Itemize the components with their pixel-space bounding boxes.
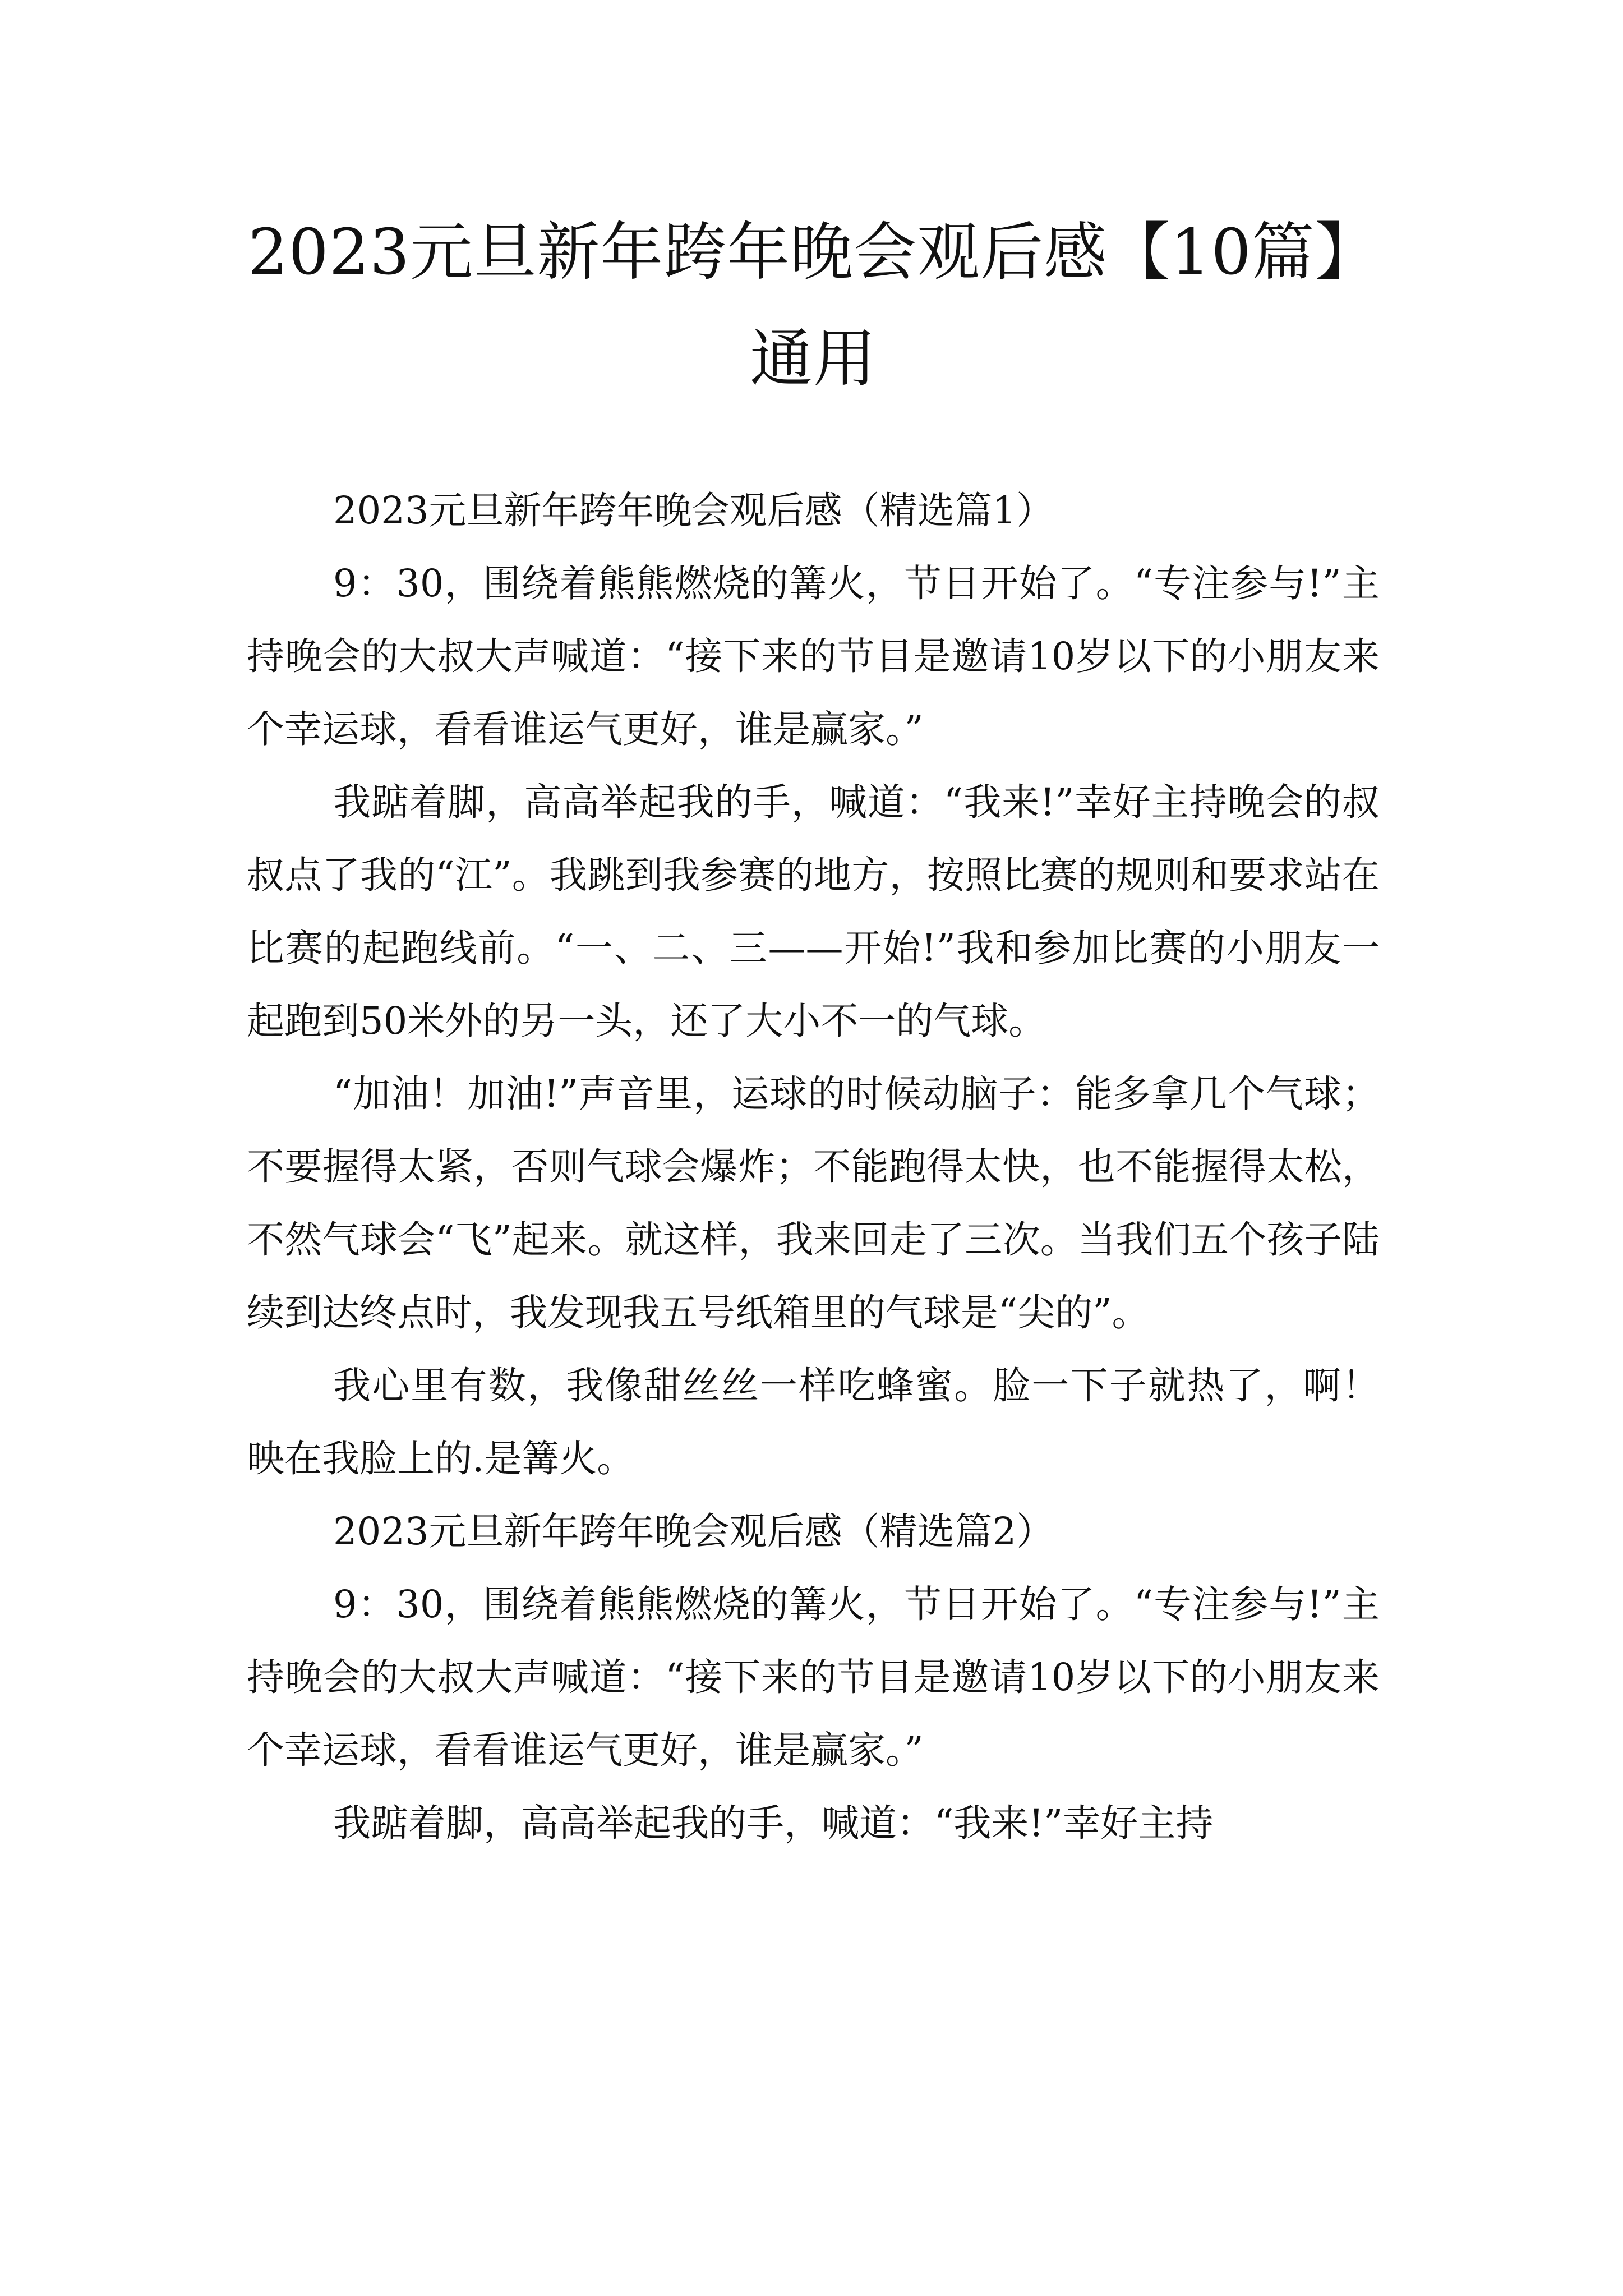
paragraph: 9：30，围绕着熊熊燃烧的篝火，节日开始了。“专注参与!”主持晚会的大叔大声喊道：“接下来的节目是邀请10岁以下的小朋友来个幸运球，看看谁运气更好，谁是赢家。”: [247, 562, 1380, 751]
section-heading-2: 2023元旦新年跨年晚会观后感（精选篇2）: [333, 1510, 1054, 1553]
paragraph: 我心里有数，我像甜丝丝一样吃蜂蜜。脸一下子就热了，啊！映在我脸上的.是篝火。: [247, 1364, 1380, 1480]
paragraph: 我踮着脚，高高举起我的手，喊道：“我来!”幸好主持晚会的叔叔点了我的“江”。我跳到我参赛的地方，按照比赛的规则和要求站在比赛的起跑线前。“一、二、三——开始!”我和参加比赛的小朋友一起跑到50米外的另一头，还了大小不一的气球。: [247, 780, 1380, 1043]
paragraph: “加油！加油!”声音里，运球的时候动脑子：能多拿几个气球；不要握得太紧，否则气球会爆炸；不能跑得太快，也不能握得太松，不然气球会“飞”起来。就这样，我来回走了三次。当我们五个孩子陆续到达终点时，我发现我五号纸箱里的气球是“尖的”。: [247, 1072, 1380, 1335]
paragraph: 9：30，围绕着熊熊燃烧的篝火，节日开始了。“专注参与!”主持晚会的大叔大声喊道：“接下来的节目是邀请10岁以下的小朋友来个幸运球，看看谁运气更好，谁是赢家。”: [247, 1582, 1380, 1772]
document-body: [247, 474, 1380, 1860]
section-heading-1: 2023元旦新年跨年晚会观后感（精选篇1）: [333, 489, 1054, 532]
document-title: 2023元旦新年跨年晚会观后感【10篇】通用: [248, 216, 1378, 395]
paragraph: 我踮着脚，高高举起我的手，喊道：“我来!”幸好主持: [333, 1801, 1214, 1845]
